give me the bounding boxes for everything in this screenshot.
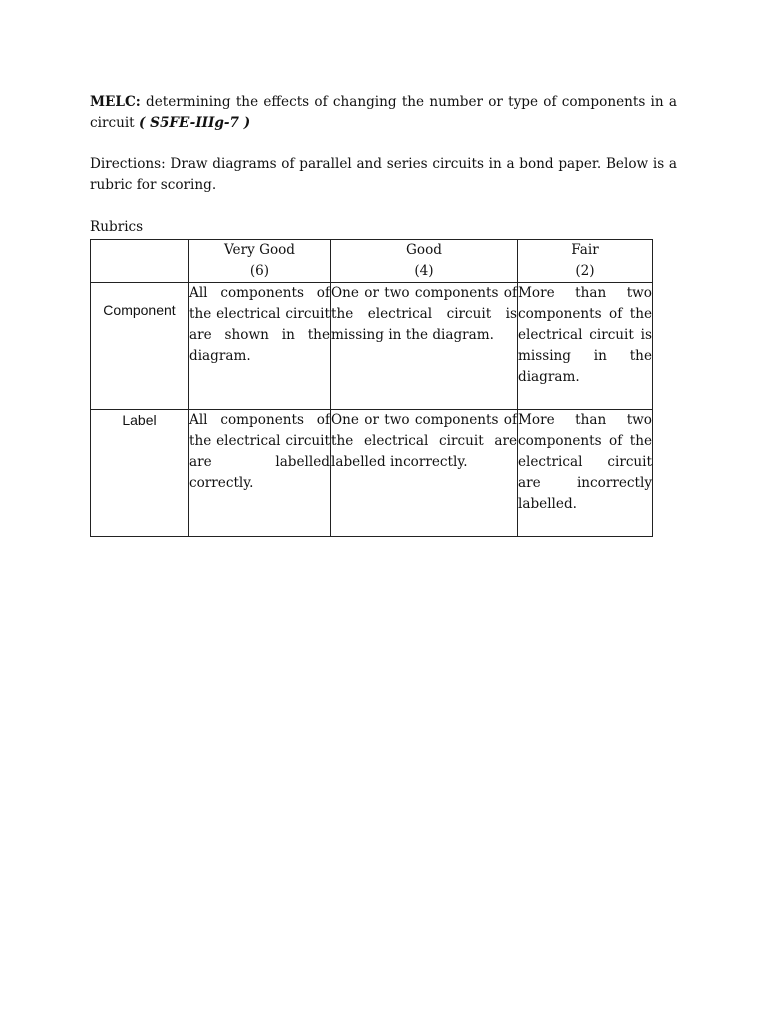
rubric-header-row: [91, 240, 653, 283]
melc-paragraph: [90, 92, 677, 134]
header-level: Good: [406, 242, 442, 258]
header-points: (2): [575, 263, 595, 279]
table-row: [91, 410, 653, 537]
criterion-cell: [91, 283, 189, 410]
melc-code: ( S5FE-IIIg-7 ): [138, 115, 251, 131]
table-cell: One or two components of the electrical circuit is missing in the diagram.: [331, 283, 518, 410]
header-fair: [518, 240, 653, 283]
header-points: (6): [249, 263, 270, 279]
rubric-table: [90, 239, 653, 537]
table-cell: All components of the electrical circuit are shown in the diagram.: [189, 283, 331, 410]
header-level: Very Good: [223, 242, 296, 258]
header-empty-cell: [91, 240, 189, 283]
melc-text: determining the effects of changing the number or type of components in a circuit: [90, 94, 677, 131]
directions-paragraph: Directions: Draw diagrams of parallel and series circuits in a bond paper. Below is a rubric for scoring.: [90, 156, 677, 193]
rubrics-title: Rubrics: [90, 219, 144, 235]
table-cell: All components of the electrical circuit are labelled correctly.: [189, 410, 331, 537]
header-points: (4): [414, 263, 434, 279]
criterion-cell: [91, 410, 189, 537]
header-level: Fair: [571, 242, 599, 258]
header-good: [331, 240, 518, 283]
header-very-good: [189, 240, 331, 283]
table-row: [91, 283, 653, 410]
criterion-label: Label: [122, 412, 157, 428]
table-cell: More than two components of the electrical circuit are incorrectly labelled.: [518, 410, 653, 537]
criterion-label: Component: [103, 302, 176, 318]
table-cell: One or two components of the electrical circuit are labelled incorrectly.: [331, 410, 518, 537]
melc-label: MELC:: [90, 94, 141, 110]
table-cell: More than two components of the electrical circuit is missing in the diagram.: [518, 283, 653, 410]
